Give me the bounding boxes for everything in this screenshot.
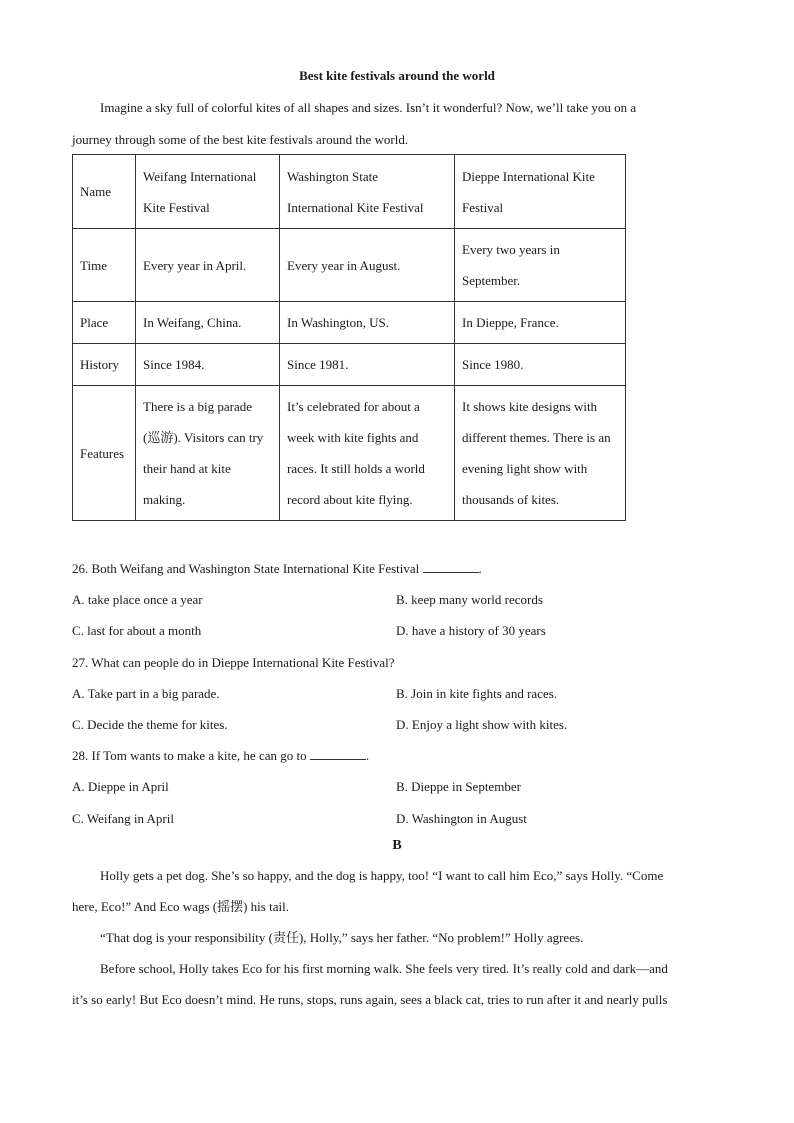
question-stem: 27. What can people do in Dieppe International Kite Festival?: [72, 655, 395, 670]
table-header-cell: Weifang International Kite Festival: [136, 155, 280, 229]
passage-b-line: Holly gets a pet dog. She’s so happy, and the dog is happy, too! “I want to call him Eco,” says Holly. “Come: [100, 868, 664, 883]
question-stem-end: .: [365, 748, 370, 763]
table-cell: Every two years in September.: [455, 229, 626, 302]
passage-b-line: Before school, Holly takes Eco for his first morning walk. She feels very tired. It’s really cold and dark—and: [100, 961, 668, 976]
option-26-d: D. have a history of 30 years: [396, 623, 546, 638]
passage-title: Best kite festivals around the world: [299, 68, 495, 83]
option-28-b: B. Dieppe in September: [396, 779, 521, 794]
option-28-a: A. Dieppe in April: [72, 779, 169, 794]
table-cell: It shows kite designs with different themes. There is an evening light show with thousands of kites.: [455, 386, 626, 521]
question-26: [72, 561, 482, 577]
question-28: [72, 748, 369, 764]
table-cell: In Washington, US.: [280, 302, 455, 344]
table-row-label: Time: [73, 229, 136, 302]
option-26-b: B. keep many world records: [396, 592, 543, 607]
table-row: [73, 155, 626, 229]
section-b-heading: B: [392, 838, 402, 853]
option-26-a: A. take place once a year: [72, 592, 203, 607]
question-stem: 26. Both Weifang and Washington State International Kite Festival: [72, 561, 423, 576]
table-row: [73, 344, 626, 386]
table-cell: Since 1981.: [280, 344, 455, 386]
option-27-a: A. Take part in a big parade.: [72, 686, 220, 701]
option-27-d: D. Enjoy a light show with kites.: [396, 717, 568, 732]
table-row: [73, 229, 626, 302]
table-cell: In Dieppe, France.: [455, 302, 626, 344]
passage-b-line: “That dog is your responsibility (责任), Holly,” says her father. “No problem!” Holly agrees.: [100, 930, 584, 945]
table-cell: Every year in April.: [136, 229, 280, 302]
answer-blank: [423, 561, 479, 573]
table-cell: Every year in August.: [280, 229, 455, 302]
question-27: [72, 655, 395, 671]
table-cell: Since 1984.: [136, 344, 280, 386]
passage-b-line: here, Eco!” And Eco wags (摇摆) his tail.: [72, 899, 289, 914]
table-row: [73, 302, 626, 344]
table-header-cell: Dieppe International Kite Festival: [455, 155, 626, 229]
kite-festival-table: [72, 154, 626, 521]
option-28-d: D. Washington in August: [396, 811, 527, 826]
table-cell: There is a big parade (巡游). Visitors can try their hand at kite making.: [136, 386, 280, 521]
table-header-cell: Washington State International Kite Festival: [280, 155, 455, 229]
table-cell: In Weifang, China.: [136, 302, 280, 344]
option-27-c: C. Decide the theme for kites.: [72, 717, 228, 732]
option-27-b: B. Join in kite fights and races.: [396, 686, 558, 701]
option-26-c: C. last for about a month: [72, 623, 202, 638]
option-28-c: C. Weifang in April: [72, 811, 174, 826]
question-stem-end: .: [478, 561, 482, 576]
intro-line-1: Imagine a sky full of colorful kites of all shapes and sizes. Isn’t it wonderful? Now, we’ll take you on a: [100, 100, 637, 115]
table-header-cell: Name: [73, 155, 136, 229]
table-cell: It’s celebrated for about a week with kite fights and races. It still holds a world record about kite flying.: [280, 386, 455, 521]
table-row: [73, 386, 626, 521]
question-stem: 28. If Tom wants to make a kite, he can go to: [72, 748, 310, 763]
table-row-label: Place: [73, 302, 136, 344]
passage-b-line: it’s so early! But Eco doesn’t mind. He runs, stops, runs again, sees a black cat, tries to run after it and nearly pulls: [72, 992, 668, 1007]
answer-blank: [310, 748, 366, 760]
table-cell: Since 1980.: [455, 344, 626, 386]
table-row-label: History: [73, 344, 136, 386]
table-row-label: Features: [73, 386, 136, 521]
intro-line-2: journey through some of the best kite festivals around the world.: [72, 132, 409, 147]
